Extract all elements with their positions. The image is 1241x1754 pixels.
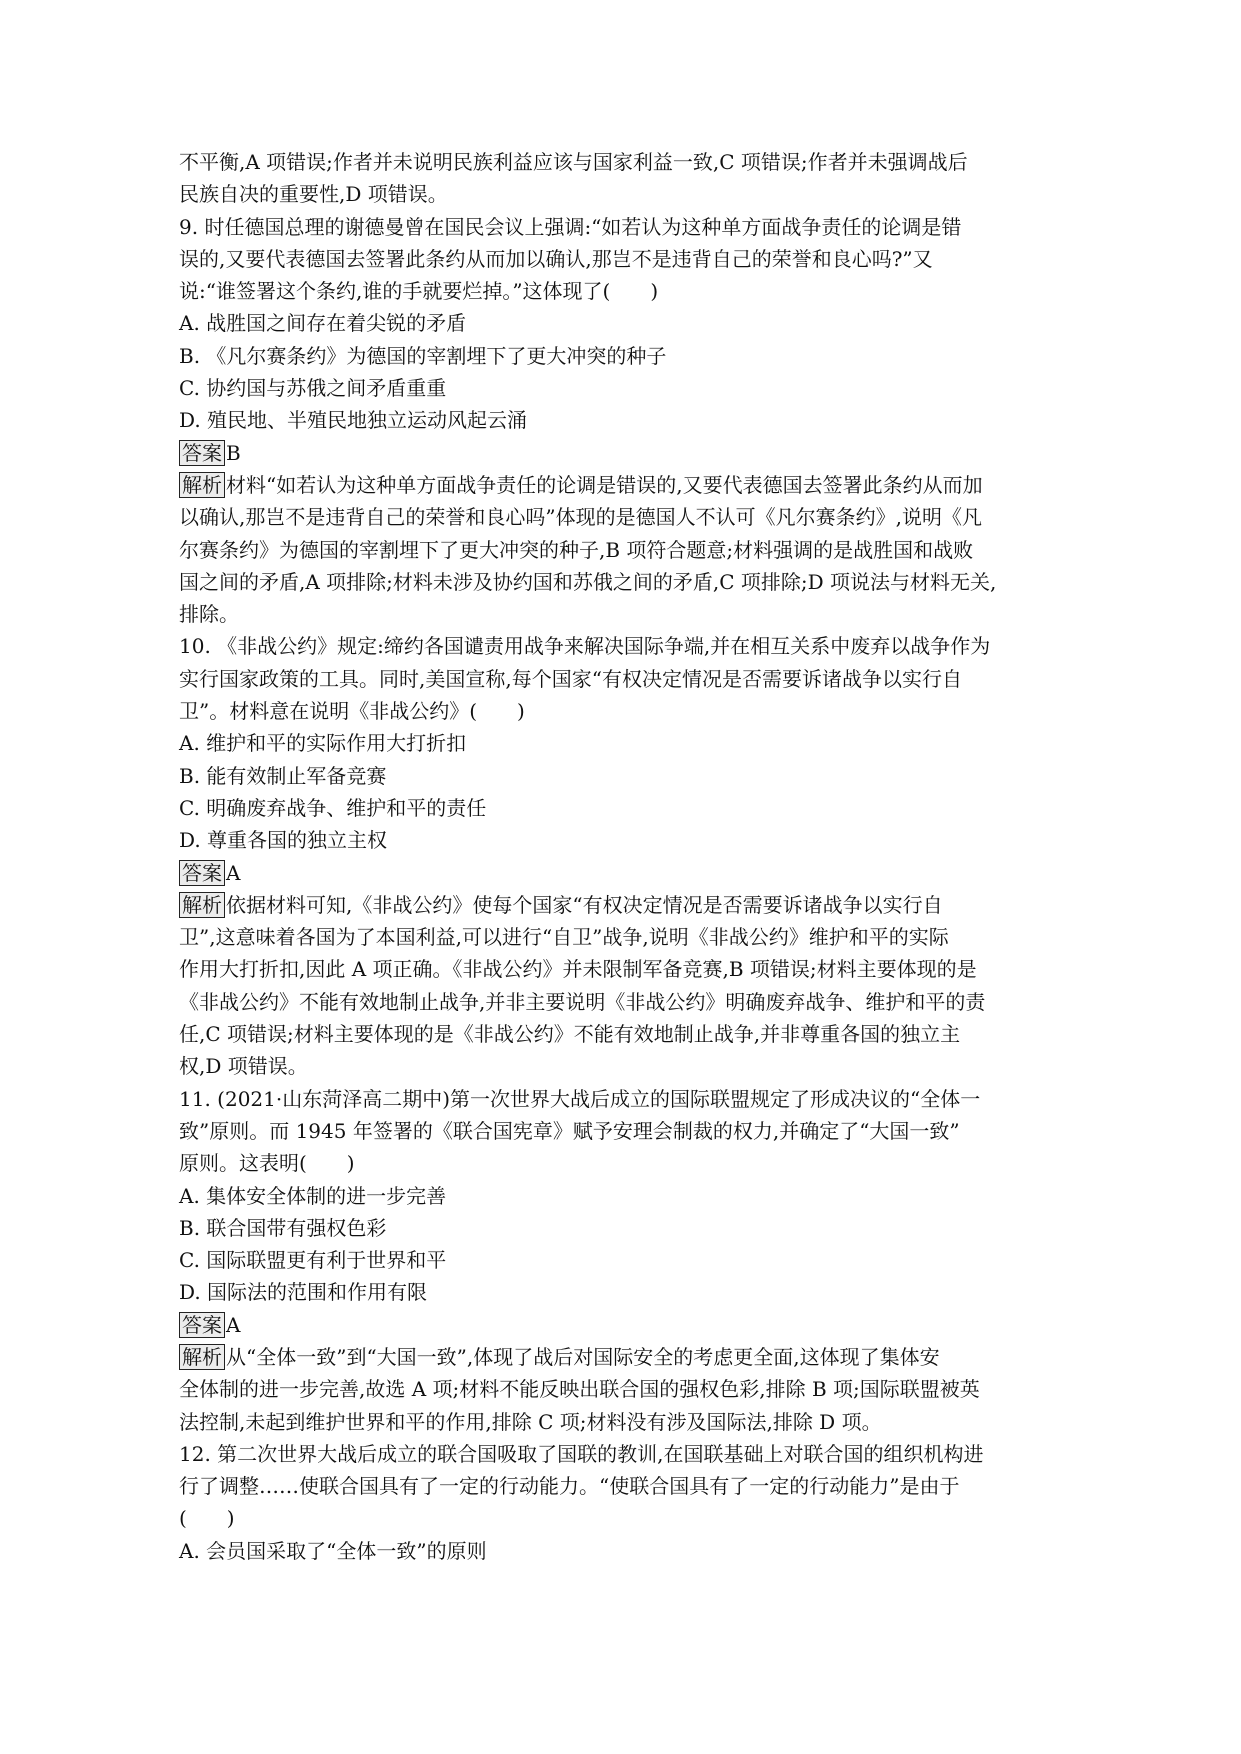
document-page — [179, 146, 1084, 1567]
answer-tag: 答案 — [179, 440, 225, 466]
question-stem-line: 原则。这表明( ) — [179, 1151, 355, 1176]
analysis-text-line: 任,C 项错误;材料主要体现的是《非战公约》不能有效地制止战争,并非尊重各国的独立主 — [179, 1022, 961, 1047]
answer-value-line — [179, 437, 1084, 469]
answer-value: A — [226, 1312, 241, 1337]
answer-option: B. 能有效制止军备竞赛 — [179, 763, 387, 788]
analysis-text-line — [179, 1341, 1084, 1373]
answer-option: D. 殖民地、半殖民地独立运动风起云涌 — [179, 408, 528, 433]
analysis-tag: 解析 — [179, 1344, 225, 1370]
analysis-tag: 解析 — [179, 892, 225, 918]
analysis-text-line: 作用大打折扣,因此 A 项正确。《非战公约》并未限制军备竞赛,B 项错误;材料主要体现的是 — [179, 957, 977, 982]
question-stem-line: 9. 时任德国总理的谢德曼曾在国民会议上强调:“如若认为这种单方面战争责任的论调是错 — [179, 214, 962, 239]
question-stem-line: 卫”。材料意在说明《非战公约》( ) — [179, 699, 525, 724]
question-stem-line: ( ) — [179, 1506, 235, 1531]
question-stem-line: 误的,又要代表德国去签署此条约从而加以确认,那岂不是违背自己的荣誉和良心吗?”又 — [179, 246, 933, 271]
analysis-text-line: 法控制,未起到维护世界和平的作用,排除 C 项;材料没有涉及国际法,排除 D 项。 — [179, 1409, 882, 1434]
document-content — [179, 146, 1084, 1567]
question-stem-line: 致”原则。而 1945 年签署的《联合国宪章》赋予安理会制裁的权力,并确定了“大国一致” — [179, 1118, 960, 1143]
answer-option: D. 尊重各国的独立主权 — [179, 828, 388, 853]
answer-value-line — [179, 1309, 1084, 1341]
analysis-text: 材料“如若认为这种单方面战争责任的论调是错误的,又要代表德国去签署此条约从而加 — [226, 472, 983, 497]
analysis-text-line: 尔赛条约》为德国的宰割埋下了更大冲突的种子,B 项符合题意;材料强调的是战胜国和战败 — [179, 537, 974, 562]
answer-option: A. 战胜国之间存在着尖锐的矛盾 — [179, 311, 467, 336]
answer-value: A — [226, 860, 241, 885]
question-stem-line: 10. 《非战公约》规定:缔约各国谴责用战争来解决国际争端,并在相互关系中废弃以战争作为 — [179, 634, 991, 659]
analysis-text-line: 排除。 — [179, 602, 239, 627]
answer-option: D. 国际法的范围和作用有限 — [179, 1280, 428, 1305]
intro-text-line: 民族自决的重要性,D 项错误。 — [179, 182, 448, 207]
answer-option: C. 明确废弃战争、维护和平的责任 — [179, 795, 487, 820]
answer-option: A. 集体安全体制的进一步完善 — [179, 1183, 447, 1208]
analysis-tag: 解析 — [179, 472, 225, 498]
question-stem-line: 行了调整……使联合国具有了一定的行动能力。“使联合国具有了一定的行动能力”是由于 — [179, 1474, 960, 1499]
analysis-text: 依据材料可知,《非战公约》使每个国家“有权决定情况是否需要诉诸战争以实行自 — [226, 892, 943, 917]
answer-option: A. 会员国采取了“全体一致”的原则 — [179, 1538, 487, 1563]
analysis-text-line: 权,D 项错误。 — [179, 1054, 308, 1079]
answer-option: C. 国际联盟更有利于世界和平 — [179, 1248, 447, 1273]
question-stem-line: 实行国家政策的工具。同时,美国宣称,每个国家“有权决定情况是否需要诉诸战争以实行自 — [179, 666, 962, 691]
answer-value-line — [179, 857, 1084, 889]
answer-option: B. 联合国带有强权色彩 — [179, 1215, 387, 1240]
analysis-text-line: 全体制的进一步完善,故选 A 项;材料不能反映出联合国的强权色彩,排除 B 项;国际联盟被英 — [179, 1377, 980, 1402]
analysis-text-line — [179, 889, 1084, 921]
answer-option: B. 《凡尔赛条约》为德国的宰割埋下了更大冲突的种子 — [179, 343, 667, 368]
answer-option: A. 维护和平的实际作用大打折扣 — [179, 731, 467, 756]
answer-tag: 答案 — [179, 860, 225, 886]
analysis-text-line: 国之间的矛盾,A 项排除;材料未涉及协约国和苏俄之间的矛盾,C 项排除;D 项说法与材料无关, — [179, 569, 997, 594]
question-stem-line: 说:“谁签署这个条约,谁的手就要烂掉。”这体现了( ) — [179, 279, 659, 304]
answer-tag: 答案 — [179, 1312, 225, 1338]
intro-text-line: 不平衡,A 项错误;作者并未说明民族利益应该与国家利益一致,C 项错误;作者并未强调战后 — [179, 150, 968, 174]
analysis-text: 从“全体一致”到“大国一致”,体现了战后对国际安全的考虑更全面,这体现了集体安 — [226, 1344, 940, 1369]
analysis-text-line: 以确认,那岂不是违背自己的荣誉和良心吗”体现的是德国人不认可《凡尔赛条约》,说明《凡 — [179, 505, 982, 530]
answer-value: B — [226, 440, 241, 465]
analysis-text-line: 《非战公约》不能有效地制止战争,并非主要说明《非战公约》明确废弃战争、维护和平的责 — [179, 989, 986, 1014]
analysis-text-line — [179, 469, 1084, 501]
question-stem-line: 12. 第二次世界大战后成立的联合国吸取了国联的教训,在国联基础上对联合国的组织机构进 — [179, 1441, 984, 1466]
answer-option: C. 协约国与苏俄之间矛盾重重 — [179, 376, 447, 401]
analysis-text-line: 卫”,这意味着各国为了本国利益,可以进行“自卫”战争,说明《非战公约》维护和平的实际 — [179, 925, 949, 950]
question-stem-line: 11. (2021·山东菏泽高二期中)第一次世界大战后成立的国际联盟规定了形成决议的“全体一 — [179, 1086, 981, 1111]
